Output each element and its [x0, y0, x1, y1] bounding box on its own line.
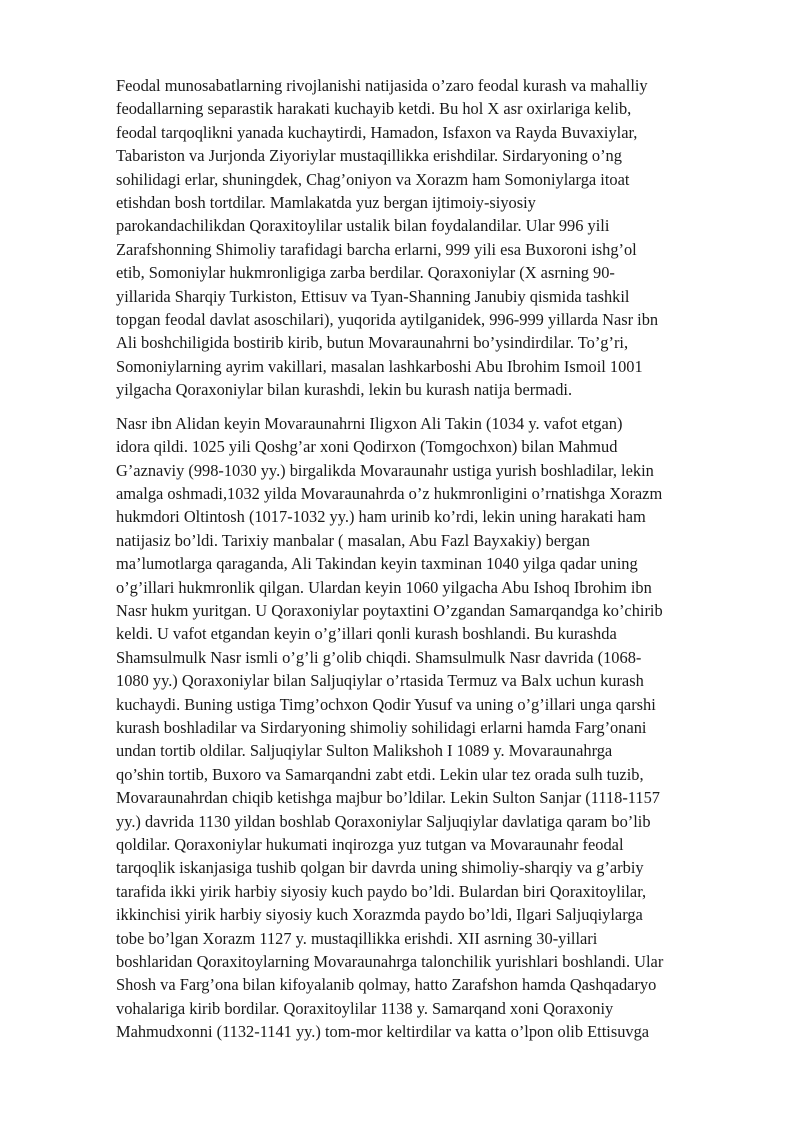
- text-line: 1080 yy.) Qoraxoniylar bilan Saljuqiylar o’rtasida Termuz va Balx uchun kurash: [116, 671, 644, 691]
- text-line: G’aznaviy (998-1030 yy.) birgalikda Movaraunahr ustiga yurish boshladilar, lekin: [116, 460, 654, 480]
- text-line: o’g’illari hukmronlik qilgan. Ulardan keyin 1060 yilgacha Abu Ishoq Ibrohim ibn: [116, 577, 652, 597]
- text-line: Nasr ibn Alidan keyin Movaraunahrni Iligxon Ali Takin (1034 y. vafot etgan): [116, 413, 623, 433]
- text-line: qoldilar. Qoraxoniylar hukumati inqirozga yuz tutgan va Movaraunahr feodal: [116, 835, 624, 854]
- text-line: kurash boshladilar va Sirdaryoning shimoliy sohilidagi erlarni hamda Farg’onani: [116, 717, 647, 737]
- text-line: boshlaridan Qoraxitoylarning Movaraunahrga talonchilik yurishlari boshlandi. Ular: [116, 952, 664, 972]
- text-line: qo’shin tortib, Buxoro va Samarqandni zabt etdi. Lekin ular tez orada sulh tuzib,: [116, 764, 644, 784]
- text-line: yy.) davrida 1130 yildan boshlab Qoraxoniylar Saljuqiylar davlatiga qaram bo’lib: [116, 811, 651, 831]
- text-line: hukmdori Oltintosh (1017-1032 yy.) ham urinib ko’rdi, lekin uning harakati ham: [116, 507, 646, 527]
- text-line: Mahmudxonni (1132-1141 yy.) tom-mor keltirdilar va katta o’lpon olib Ettisuvga: [116, 1022, 650, 1042]
- text-line: Movaraunahrdan chiqib ketishga majbur bo’ldilar. Lekin Sulton Sanjar (1118-1157: [116, 788, 660, 808]
- text-line: keldi. U vafot etgandan keyin o’g’illari qonli kurash boshlandi. Bu kurashda: [116, 624, 617, 644]
- text-line: natijasiz bo’ldi. Tarixiy manbalar ( masalan, Abu Fazl Bayxakiy) bergan: [116, 530, 590, 550]
- text-line: etishdan bosh tortdilar. Mamlakatda yuz bergan ijtimoiy-siyosiy: [116, 193, 536, 213]
- text-line: Zarafshonning Shimoliy tarafidagi barcha erlarni, 999 yili esa Buxoroni ishg’ol: [116, 239, 637, 259]
- text-line: parokandachilikdan Qoraxitoylilar ustalik bilan foydalandilar. Ular 996 yili: [116, 216, 610, 236]
- text-line: tarqoqlik iskanjasiga tushib qolgan bir davrda uning shimoliy-sharqiy va g’arbiy: [116, 858, 644, 878]
- text-line: undan tortib oldilar. Saljuqiylar Sulton Malikshoh I 1089 y. Movaraunahrga: [116, 741, 613, 761]
- text-line: sohilidagi erlar, shuningdek, Chag’oniyon va Xorazm ham Somoniylarga itoat: [116, 169, 630, 189]
- text-line: Feodal munosabatlarning rivojlanishi natijasida o’zaro feodal kurash va mahalliy: [116, 76, 648, 95]
- text-line: tarafida ikki yirik harbiy siyosiy kuch paydo bo’ldi. Bulardan biri Qoraxitoylilar,: [116, 881, 647, 901]
- paragraph-2: [116, 412, 746, 1044]
- text-line: Somoniylarning ayrim vakillari, masalan lashkarboshi Abu Ibrohim Ismoil 1001: [116, 356, 643, 376]
- text-line: feodallarning separastik harakati kuchayib ketdi. Bu hol X asr oxirlariga kelib,: [116, 99, 632, 119]
- text-line: Shamsulmulk Nasr ismli o’g’li g’olib chiqdi. Shamsulmulk Nasr davrida (1068-: [116, 647, 642, 667]
- text-line: topgan feodal davlat asoschilari), yuqorida aytilganidek, 996-999 yillarda Nasr ibn: [116, 310, 659, 330]
- text-line: yilgacha Qoraxoniylar bilan kurashdi, lekin bu kurash natija bermadi.: [116, 380, 573, 400]
- text-line: feodal tarqoqlikni yanada kuchaytirdi, Hamadon, Isfaxon va Rayda Buvaxiylar,: [116, 122, 638, 142]
- text-line: kuchaydi. Buning ustiga Timg’ochxon Qodir Yusuf va uning o’g’illari unga qarshi: [116, 694, 656, 714]
- text-line: ikkinchisi yirik harbiy siyosiy kuch Xorazmda paydo bo’ldi, Ilgari Saljuqiylarga: [116, 905, 643, 925]
- text-line: Ali boshchiligida bostirib kirib, butun Movaraunahrni bo’ysindirdilar. To’g’ri,: [116, 333, 629, 353]
- paragraph-1: [116, 74, 746, 402]
- text-line: vohalariga kirib bordilar. Qoraxitoylilar 1138 y. Samarqand xoni Qoraxoniy: [116, 998, 614, 1018]
- text-line: ma’lumotlarga qaraganda, Ali Takindan keyin taxminan 1040 yilga qadar uning: [116, 554, 638, 574]
- document-page: [116, 74, 746, 1054]
- text-line: Shosh va Farg’ona bilan kifoyalanib qolmay, hatto Zarafshon hamda Qashqadaryo: [116, 975, 657, 995]
- text-line: yillarida Sharqiy Turkiston, Ettisuv va Tyan-Shanning Janubiy qismida tashkil: [116, 286, 630, 306]
- text-line: Nasr hukm yuritgan. U Qoraxoniylar poytaxtini O’zgandan Samarqandga ko’chirib: [116, 600, 663, 620]
- text-line: amalga oshmadi,1032 yilda Movaraunahrda o’z hukmronligini o’rnatishga Xorazm: [116, 483, 663, 503]
- text-line: tobe bo’lgan Xorazm 1127 y. mustaqillikka erishdi. XII asrning 30-yillari: [116, 928, 598, 948]
- text-line: idora qildi. 1025 yili Qoshg’ar xoni Qodirxon (Tomgochxon) bilan Mahmud: [116, 437, 618, 457]
- text-line: Tabariston va Jurjonda Ziyoriylar mustaqillikka erishdilar. Sirdaryoning o’ng: [116, 146, 622, 166]
- text-line: etib, Somoniylar hukmronligiga zarba berdilar. Qoraxoniylar (X asrning 90-: [116, 263, 615, 283]
